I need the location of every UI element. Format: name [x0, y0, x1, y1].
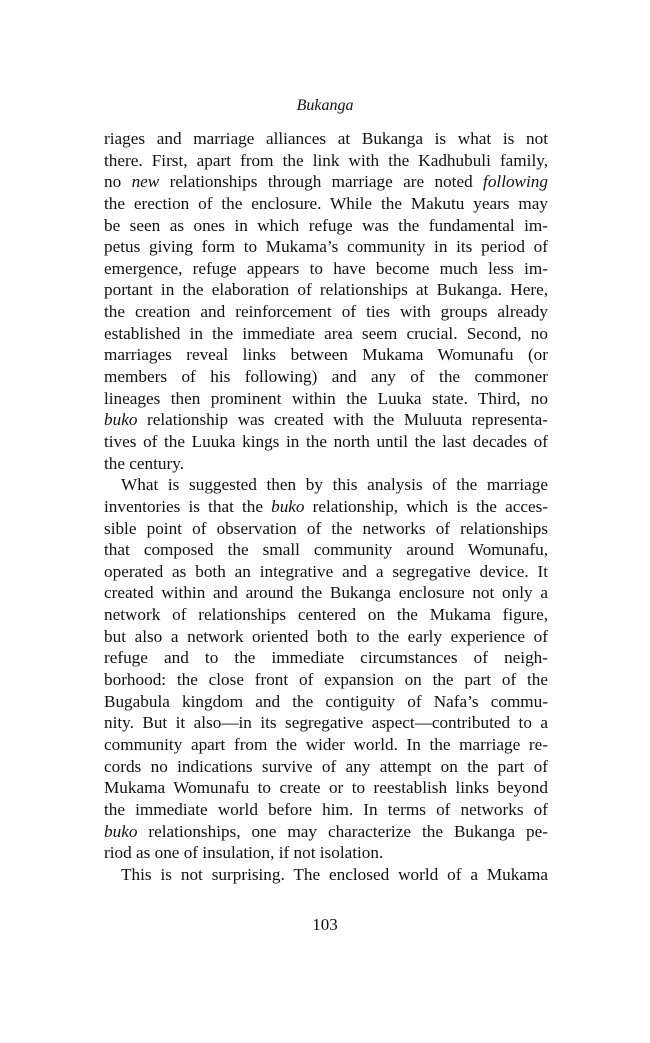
text-line	[104, 864, 548, 886]
text-run: relationships through marriage are noted	[159, 172, 484, 192]
text-run: relationship was created with the Muluuta representa-	[137, 410, 548, 430]
text-line	[104, 582, 548, 604]
text-run: network of relationships centered on the Mukama figure,	[104, 605, 548, 625]
text-run: What is suggested then by this analysis of the marriage	[121, 475, 548, 495]
text-run: that composed the small community around Womunafu,	[104, 540, 548, 560]
text-line	[104, 453, 548, 475]
text-line	[104, 539, 548, 561]
text-line	[104, 691, 548, 713]
text-run: members of his following) and any of the commoner	[104, 367, 548, 387]
text-run: there. First, apart from the link with the Kadhubuli family,	[104, 150, 548, 170]
text-line	[104, 799, 548, 821]
text-run: established in the immediate area seem crucial. Second, no	[104, 323, 548, 343]
text-run: the erection of the enclosure. While the Makutu years may	[104, 193, 548, 213]
running-head: Bukanga	[296, 97, 354, 114]
text-line	[104, 236, 548, 258]
text-run: be seen as ones in which refuge was the fundamental im-	[104, 215, 548, 235]
text-run: lineages then prominent within the Luuka state. Third, no	[104, 388, 548, 408]
text-run: riod as one of insulation, if not isolation.	[104, 843, 384, 863]
italic-term: buko	[104, 821, 138, 841]
text-run: refuge and to the immediate circumstances of neigh-	[104, 648, 548, 668]
italic-term: following	[483, 172, 548, 192]
text-line	[104, 604, 548, 626]
text-line	[104, 734, 548, 756]
text-line	[104, 150, 548, 172]
text-run: riages and marriage alliances at Bukanga is what is not	[104, 129, 548, 148]
text-run: operated as both an integrative and a segregative device. It	[104, 561, 548, 581]
italic-term: buko	[104, 410, 138, 430]
text-line	[104, 474, 548, 496]
text-run: no	[104, 172, 132, 192]
text-run: borhood: the close front of expansion on the part of the	[104, 670, 548, 690]
text-line	[104, 128, 548, 150]
text-line	[104, 366, 548, 388]
text-line	[104, 215, 548, 237]
text-line	[104, 821, 548, 843]
text-run: created within and around the Bukanga enclosure not only a	[104, 583, 548, 603]
text-run: This is not surprising. The enclosed world of a Mukama	[121, 864, 548, 884]
text-line	[104, 431, 548, 453]
text-run: relationship, which is the acces-	[304, 496, 548, 516]
text-line	[104, 561, 548, 583]
page-number: 103	[312, 915, 338, 934]
text-line	[104, 323, 548, 345]
text-run: the century.	[104, 453, 185, 473]
text-run: tives of the Luuka kings in the north until the last decades of	[104, 431, 548, 451]
text-line	[104, 388, 548, 410]
text-line	[104, 193, 548, 215]
text-line	[104, 518, 548, 540]
text-run: the immediate world before him. In terms of networks of	[104, 799, 548, 819]
italic-term: new	[131, 172, 160, 192]
text-run: but also a network oriented both to the early experience of	[104, 626, 548, 646]
text-line	[104, 258, 548, 280]
text-run: Mukama Womunafu to create or to reestablish links beyond	[104, 778, 548, 798]
text-line	[104, 756, 548, 778]
text-line	[104, 626, 548, 648]
text-line	[104, 712, 548, 734]
text-run: sible point of observation of the networks of relationships	[104, 518, 548, 538]
text-line	[104, 647, 548, 669]
text-run: portant in the elaboration of relationships at Bukanga. Here,	[104, 280, 548, 300]
text-run: cords no indications survive of any attempt on the part of	[104, 756, 548, 776]
text-line	[104, 279, 548, 301]
text-run: inventories is that the	[104, 496, 272, 516]
text-line	[104, 301, 548, 323]
text-run: marriages reveal links between Mukama Womunafu (or	[104, 345, 548, 365]
text-run: Bugabula kingdom and the contiguity of Nafa’s commu-	[104, 691, 548, 711]
text-run: community apart from the wider world. In the marriage re-	[104, 734, 548, 754]
italic-term: buko	[271, 496, 305, 516]
text-line	[104, 842, 548, 864]
text-run: relationships, one may characterize the Bukanga pe-	[137, 821, 548, 841]
text-line	[104, 344, 548, 366]
text-line	[104, 171, 548, 193]
text-line	[104, 409, 548, 431]
text-run: the creation and reinforcement of ties with groups already	[104, 302, 548, 322]
text-run: emergence, refuge appears to have become much less im-	[104, 258, 548, 278]
text-line	[104, 669, 548, 691]
text-run: petus giving form to Mukama’s community in its period of	[104, 237, 548, 257]
text-line	[104, 777, 548, 799]
body-text	[104, 128, 548, 885]
text-line	[104, 496, 548, 518]
text-run: nity. But it also—in its segregative aspect—contributed to a	[104, 713, 548, 733]
